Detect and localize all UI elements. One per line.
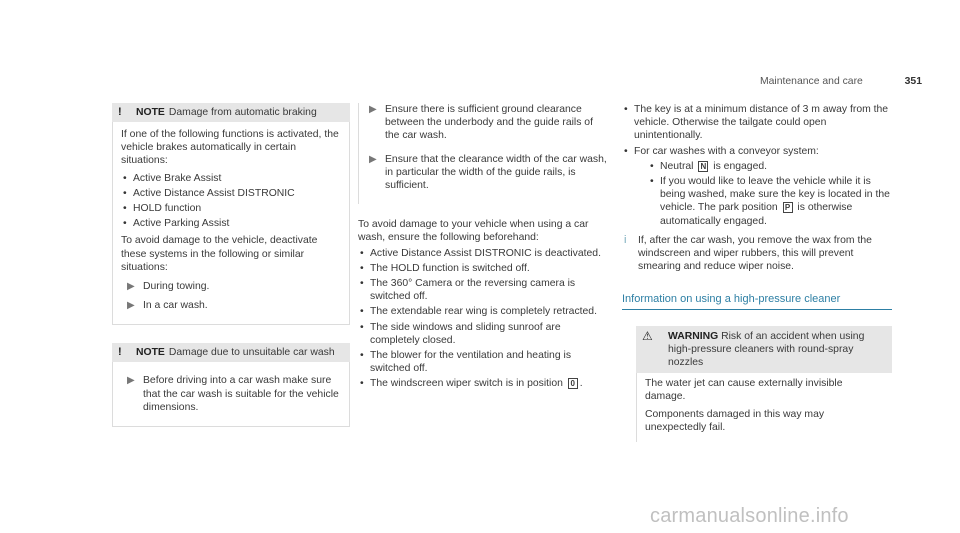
list-item: • Active Brake Assist [121,172,341,185]
key-n-icon: N [698,161,708,172]
car-wash-checklist [358,247,608,391]
key-0-icon: 0 [568,378,578,389]
notice-header [112,103,350,122]
watermark-text: carmanualsonline.info [650,505,849,527]
warning-keyword: WARNING [668,330,719,342]
list-item: • Active Distance Assist DISTRONIC [121,187,341,200]
notice-automatic-braking [112,103,350,325]
car-wash-intro: To avoid damage to your vehicle when using a car wash, ensure the following beforehand: [358,219,589,244]
avoid-text: To avoid damage to the vehicle, deactivate these systems in the following or similar situations: [121,235,318,273]
list-item: • The HOLD function is switched off. [358,262,608,275]
list-item: • Active Distance Assist DISTRONIC is deactivated. [358,247,608,260]
warning-body [636,373,892,442]
warning-para: Components damaged in this way may unexpectedly fail. [645,408,825,433]
car-wash-checklist-continued [622,103,892,228]
column-middle [358,103,608,395]
notice-body [112,362,350,427]
info-icon: i [624,233,627,246]
arrow-icon: ▶ [127,281,135,293]
steps-box [358,103,608,204]
notice-keyword: NOTE [136,347,165,359]
step-item: ▶ During towing. [127,281,210,293]
exclamation-icon: ! [118,346,122,359]
step-item: ▶ Ensure there is sufficient ground clearance between the underbody and the guide rails of the car wash. [369,104,593,142]
arrow-icon: ▶ [369,153,377,165]
exclamation-icon: ! [118,105,122,118]
tip-note: i If, after the car wash, you remove the wax from the windscreen and wiper rubbers, this will prevent smearing and reduce wiper noise. [624,233,872,273]
list-item: • The blower for the ventilation and heating is switched off. [358,349,608,375]
warning-header [636,326,892,374]
list-item: • Active Parking Assist [121,217,341,230]
arrow-icon: ▶ [127,300,135,312]
notice-title: Damage from automatic braking [168,106,317,118]
column-left [112,103,350,427]
subheading-high-pressure: Information on using a high-pressure cleaner [622,293,892,309]
warning-para: The water jet can cause externally invisible damage. [645,378,843,403]
arrow-icon: ▶ [369,104,377,115]
section-title: Maintenance and care [760,76,863,87]
notice-header [112,343,350,362]
list-item: • The extendable rear wing is completely retracted. [358,305,608,318]
page-number: 351 [904,76,922,87]
arrow-icon: ▶ [127,375,135,387]
warning-icon: ⚠ [642,328,653,343]
notice-title: Damage due to unsuitable car wash [168,347,335,359]
warning-title: Risk of an accident when using high-pressure cleaners with round-spray nozzles [668,330,865,369]
notice-keyword: NOTE [136,106,165,118]
list-item: • The side windows and sliding sunroof are completely closed. [358,321,608,347]
sublist-item: • Neutral N is engaged. [648,160,892,173]
list-item: • For car washes with a conveyor system: • Neutral N is engaged. • If you would like to leave the vehicle while it is being washed, make sure the key is located in the vehicle. The park position P is otherwise automatically engaged. [622,145,892,228]
column-right [622,103,892,442]
function-list [121,172,341,231]
step-item: ▶ Ensure that the clearance width of the car wash, in particular the width of the guide rails, is sufficient. [369,153,607,192]
notice-body [112,122,350,325]
key-p-icon: P [783,202,793,213]
list-item: • The windscreen wiper switch is in position 0 . [358,377,608,390]
step-item: ▶ Before driving into a car wash make sure that the car wash is suitable for the vehicle dimensions. [127,375,339,413]
warning-notice [636,326,892,442]
notice-car-wash [112,343,350,427]
conveyor-sublist [648,160,892,228]
list-item: • The 360° Camera or the reversing camera is switched off. [358,277,608,303]
step-item: ▶ In a car wash. [127,300,208,312]
notice-intro: If one of the following functions is activated, the vehicle brakes automatically in certain situations: [121,129,339,167]
list-item: • The key is at a minimum distance of 3 m away from the vehicle. Otherwise the tailgate could open unintentionally. [622,103,892,143]
list-item: • HOLD function [121,202,341,215]
sublist-item: • If you would like to leave the vehicle while it is being washed, make sure the key is located in the vehicle. The park position P is otherwise automatically engaged. [648,175,892,228]
